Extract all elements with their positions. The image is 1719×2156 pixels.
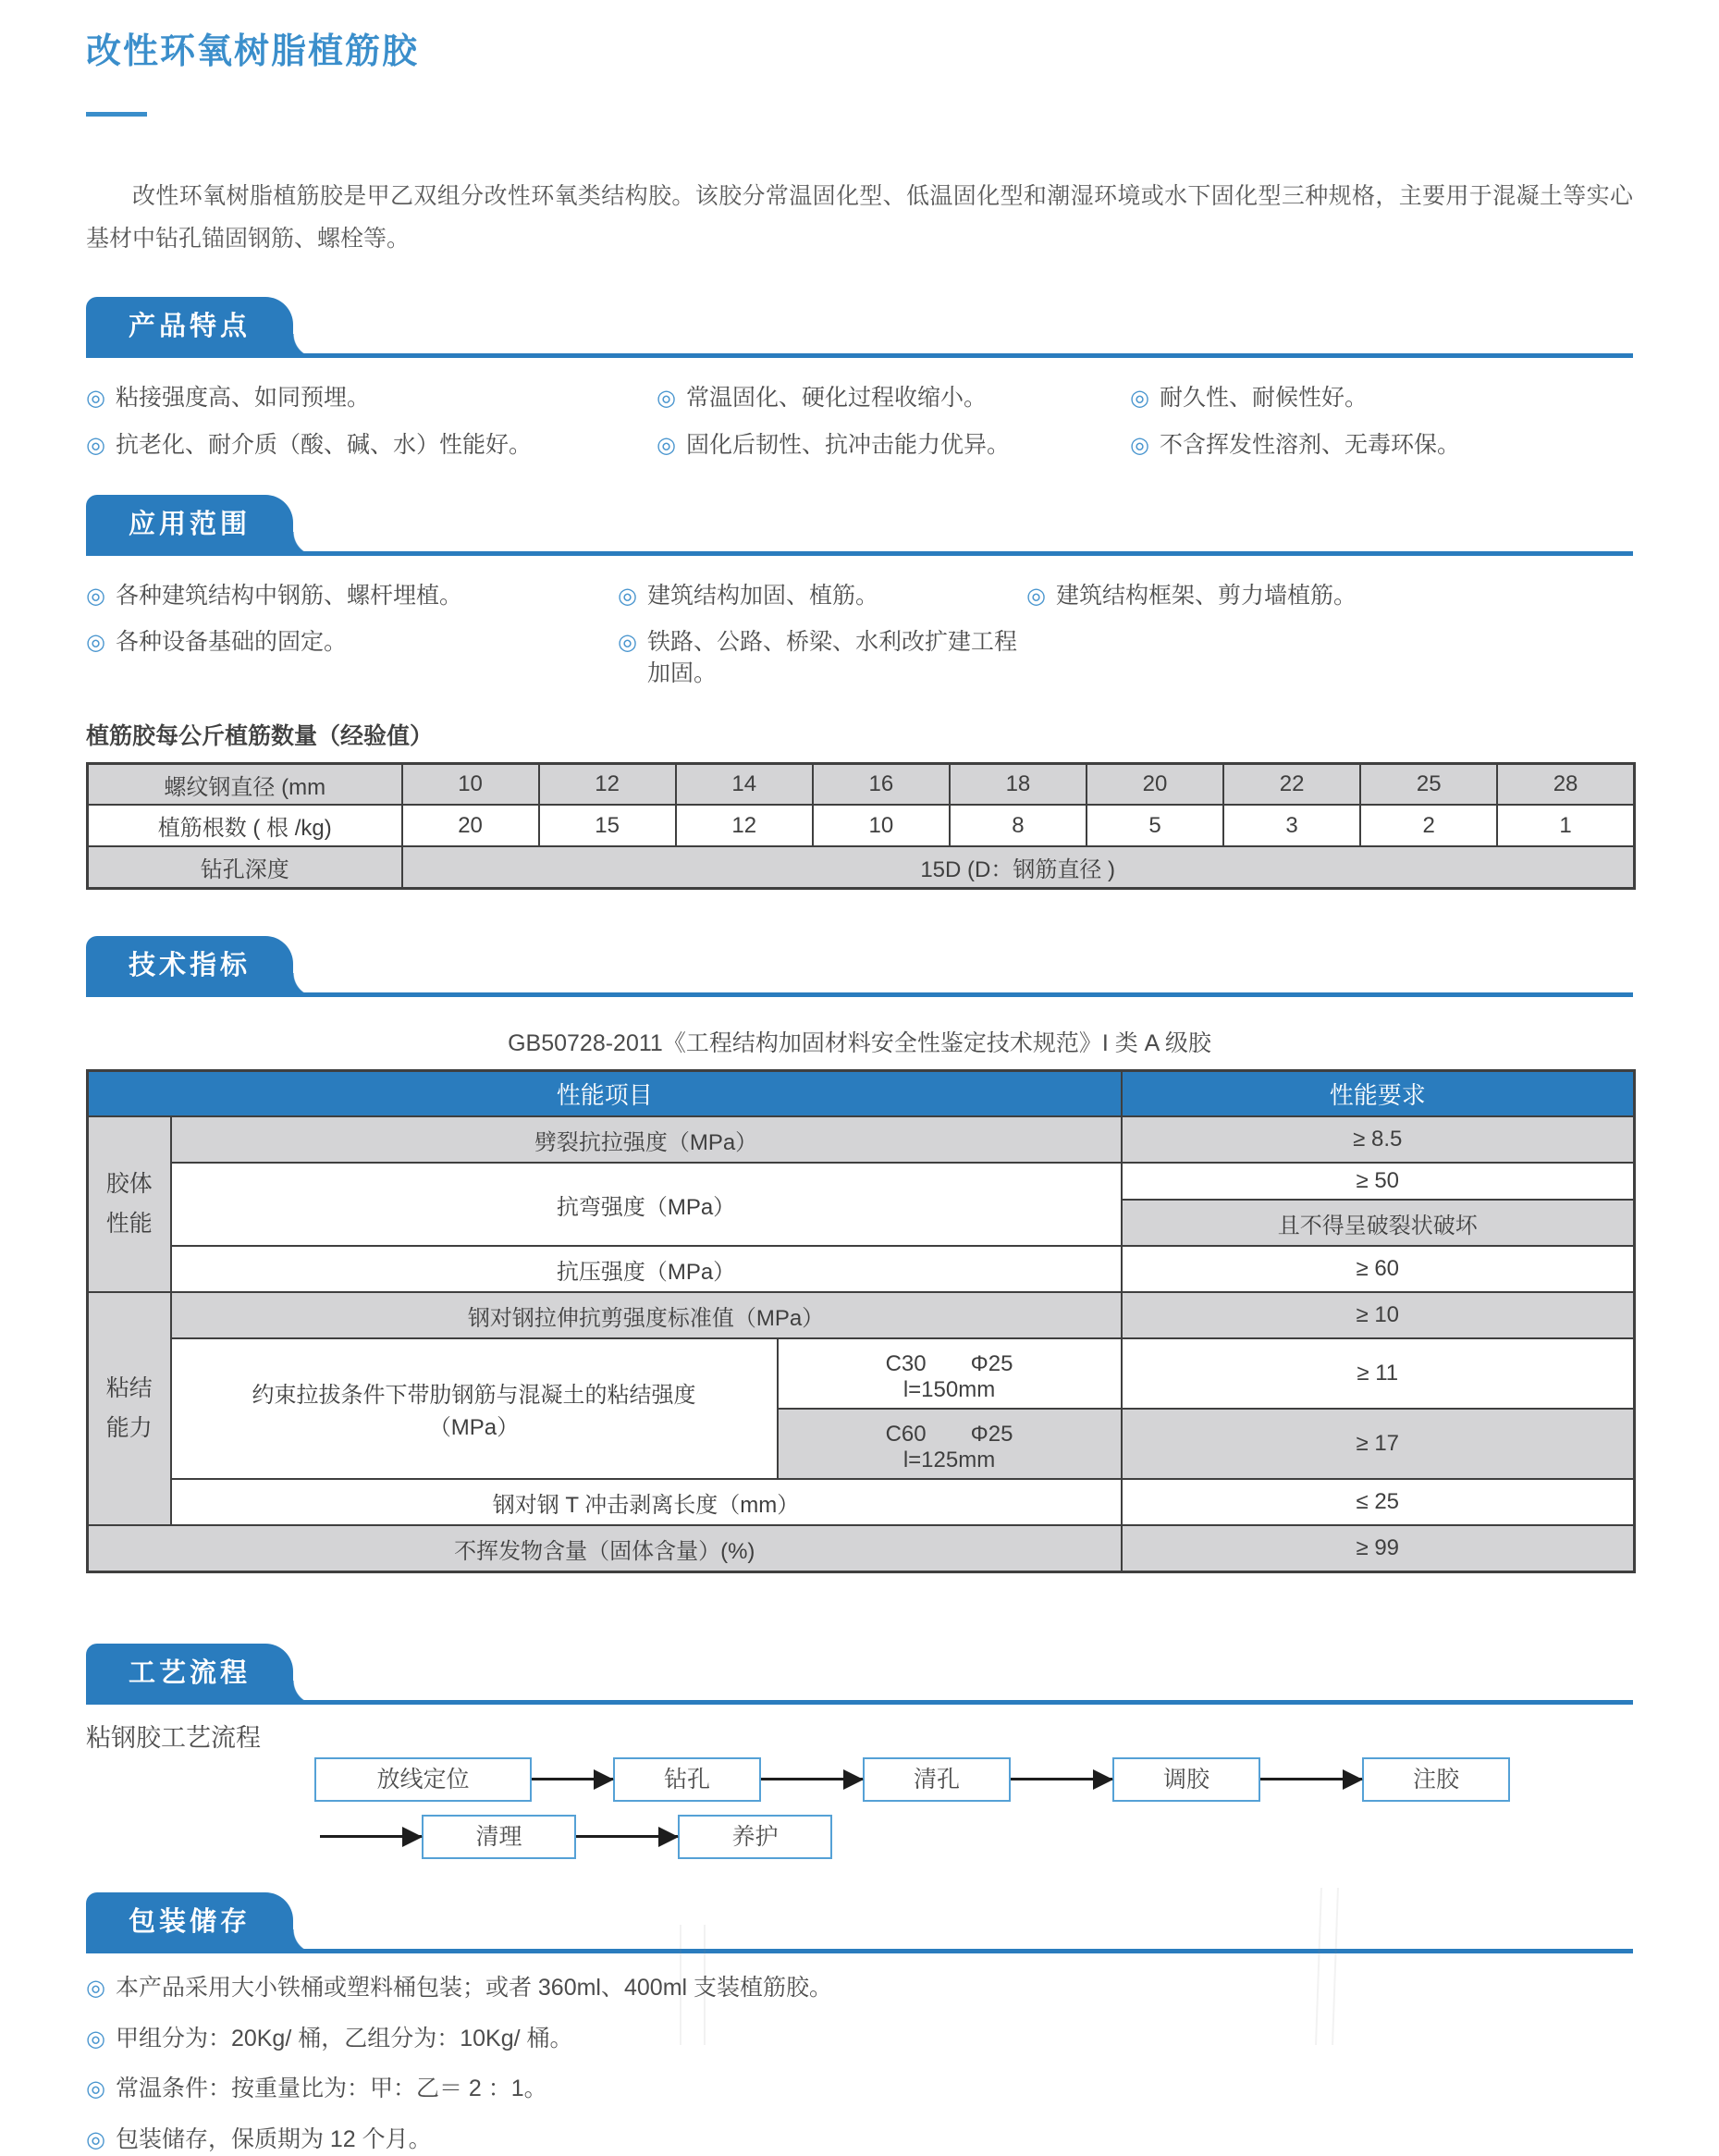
- double-circle-bullet-icon: ◎: [657, 386, 676, 411]
- flow-step-box: 注胶: [1362, 1757, 1510, 1802]
- table-cell: 12: [539, 763, 676, 805]
- double-circle-bullet-icon: ◎: [1026, 583, 1046, 609]
- right-arrow-icon: [532, 1778, 613, 1780]
- bond-sub-b-line2: l=125mm: [902, 1447, 996, 1472]
- applications-list: [86, 565, 1633, 690]
- table-cell: ≤ 25: [1122, 1479, 1635, 1525]
- row-header-cell: 螺纹钢直径 (mm: [88, 763, 402, 805]
- list-item: [657, 430, 1130, 462]
- bond-item-line2: （MPa）: [428, 1415, 520, 1441]
- double-circle-bullet-icon: ◎: [657, 432, 676, 458]
- table-cell: 20: [1087, 763, 1223, 805]
- list-item-label: 建筑结构加固、植筋。: [646, 582, 878, 609]
- table-cell: 10: [402, 763, 539, 805]
- flow-step-box: 调胶: [1112, 1757, 1260, 1802]
- list-item: [86, 2125, 1633, 2156]
- flow-row-1: [314, 1757, 1633, 1802]
- section-tab-process: 工艺流程: [86, 1644, 293, 1705]
- table-cell: 5: [1087, 805, 1223, 846]
- features-column-2: [657, 367, 1130, 462]
- section-header-process: [86, 1644, 1633, 1705]
- table-cell: 25: [1360, 763, 1497, 805]
- double-circle-bullet-icon: ◎: [86, 2127, 105, 2152]
- right-arrow-icon: [576, 1835, 678, 1838]
- page-title: 改性环氧树脂植筋胶: [86, 32, 420, 71]
- double-circle-bullet-icon: ◎: [86, 630, 105, 656]
- tech-spec-table: [86, 1069, 1636, 1573]
- table-cell: 15: [539, 805, 676, 846]
- table-cell: ≥ 99: [1122, 1525, 1635, 1571]
- row-group-label: 胶体性能: [88, 1116, 171, 1292]
- row-header-cell: 钻孔深度: [88, 846, 402, 888]
- table-row-diameter: [88, 763, 1635, 805]
- list-item: [618, 627, 1026, 690]
- table-row: [88, 1292, 1635, 1338]
- list-item-label: 粘接强度高、如同预埋。: [115, 385, 370, 411]
- table-cell: 22: [1223, 763, 1360, 805]
- list-item: [657, 383, 1130, 414]
- list-item-label: 甲组分为：20Kg/ 桶，乙组分为：10Kg/ 桶。: [115, 2025, 573, 2051]
- table-row: [88, 1525, 1635, 1571]
- table-cell: 2: [1360, 805, 1497, 846]
- table-cell: [778, 1338, 1122, 1409]
- table-cell: [778, 1409, 1122, 1479]
- column-header-requirement: 性能要求: [1122, 1070, 1635, 1116]
- table-row: [88, 1479, 1635, 1525]
- table-cell: ≥ 50: [1122, 1163, 1635, 1200]
- list-item: [86, 627, 618, 659]
- features-column-3: [1130, 367, 1633, 462]
- flow-step-box: 清孔: [863, 1757, 1011, 1802]
- list-item-label: 常温条件：按重量比为：甲：乙＝ 2 ：1。: [115, 2076, 547, 2102]
- list-item-label: 不含挥发性溶剂、无毒环保。: [1159, 431, 1460, 458]
- list-item-label: 常温固化、硬化过程收缩小。: [685, 385, 987, 411]
- double-circle-bullet-icon: ◎: [1130, 386, 1149, 411]
- table-cell: 16: [813, 763, 950, 805]
- flow-step-box: 放线定位: [314, 1757, 532, 1802]
- list-item-label: 铁路、公路、桥梁、水利改扩建工程加固。: [646, 629, 1017, 686]
- title-underline-dash: [86, 112, 147, 117]
- standard-reference: GB50728-2011《工程结构加固材料安全性鉴定技术规范》I 类 A 级胶: [508, 1029, 1211, 1056]
- list-item-label: 各种设备基础的固定。: [115, 629, 347, 656]
- section-tab-features: 产品特点: [86, 297, 293, 358]
- section-underline: [86, 1700, 1633, 1705]
- list-item-label: 建筑结构框架、剪力墙植筋。: [1055, 582, 1357, 609]
- flow-diagram-label: 粘钢胶工艺流程: [86, 1723, 261, 1752]
- list-item-label: 本产品采用大小铁桶或塑料桶包装；或者 360ml、400ml 支装植筋胶。: [115, 1974, 833, 2001]
- table-cell: 3: [1223, 805, 1360, 846]
- double-circle-bullet-icon: ◎: [86, 583, 105, 609]
- section-tab-packaging: 包装储存: [86, 1892, 293, 1953]
- table-cell: 抗弯强度（MPa）: [171, 1163, 1122, 1246]
- section-tab-tech: 技术指标: [86, 936, 293, 997]
- list-item-label: 抗老化、耐介质（酸、碱、水）性能好。: [115, 431, 532, 458]
- double-circle-bullet-icon: ◎: [86, 2026, 105, 2051]
- intro-paragraph: 改性环氧树脂植筋胶是甲乙双组分改性环氧类结构胶。该胶分常温固化型、低温固化型和潮湿环境或水下固化型三种规格，主要用于混凝土等实心基材中钻孔锚固钢筋、螺栓等。: [86, 183, 1633, 252]
- bond-sub-a-line1: C30 Φ25: [885, 1350, 1013, 1376]
- section-underline: [86, 551, 1633, 556]
- table-cell: 且不得呈破裂状破坏: [1122, 1200, 1635, 1246]
- table-cell: ≥ 11: [1122, 1338, 1635, 1409]
- flow-step-box: 钻孔: [613, 1757, 761, 1802]
- list-item: [1130, 430, 1633, 462]
- table-header-row: [88, 1070, 1635, 1116]
- list-item: [86, 383, 657, 414]
- right-arrow-icon: [320, 1835, 422, 1838]
- list-item-label: 耐久性、耐候性好。: [1159, 385, 1368, 411]
- double-circle-bullet-icon: ◎: [86, 386, 105, 411]
- rebar-table-caption: 植筋胶每公斤植筋数量（经验值）: [86, 722, 434, 749]
- section-underline: [86, 992, 1633, 997]
- section-header-features: [86, 297, 1633, 358]
- list-item: [1130, 383, 1633, 414]
- bond-item-line1: 约束拉拔条件下带肋钢筋与混凝土的粘结强度: [252, 1383, 696, 1409]
- table-cell: 15D (D：钢筋直径 ): [402, 846, 1635, 888]
- section-header-packaging: [86, 1892, 1633, 1953]
- list-item: [86, 2024, 1633, 2055]
- table-cell: ≥ 60: [1122, 1246, 1635, 1292]
- table-row-depth: [88, 846, 1635, 888]
- bond-sub-b-line1: C60 Φ25: [885, 1421, 1013, 1447]
- table-cell: 14: [676, 763, 813, 805]
- table-cell: 28: [1497, 763, 1634, 805]
- table-row: [88, 1163, 1635, 1200]
- list-item: [86, 1973, 1633, 2004]
- table-row: [88, 1338, 1635, 1409]
- packaging-list: [86, 1973, 1633, 2156]
- bond-sub-a-line2: l=150mm: [902, 1376, 996, 1402]
- double-circle-bullet-icon: ◎: [618, 583, 637, 609]
- table-cell: [171, 1338, 778, 1479]
- table-row: [88, 1116, 1635, 1163]
- table-cell: 20: [402, 805, 539, 846]
- section-tab-applications: 应用范围: [86, 495, 293, 556]
- table-cell: 10: [813, 805, 950, 846]
- applications-column-1: [86, 565, 618, 690]
- table-cell: ≥ 8.5: [1122, 1116, 1635, 1163]
- table-row: [88, 1246, 1635, 1292]
- right-arrow-icon: [1260, 1778, 1362, 1780]
- list-item-label: 各种建筑结构中钢筋、螺杆埋植。: [115, 582, 462, 609]
- table-cell: 钢对钢拉伸抗剪强度标准值（MPa）: [171, 1292, 1122, 1338]
- table-cell: 抗压强度（MPa）: [171, 1246, 1122, 1292]
- row-group-label: 粘结能力: [88, 1292, 171, 1525]
- double-circle-bullet-icon: ◎: [618, 630, 637, 656]
- double-circle-bullet-icon: ◎: [86, 432, 105, 458]
- flow-step-box: 养护: [678, 1815, 832, 1859]
- double-circle-bullet-icon: ◎: [86, 1975, 105, 2001]
- column-header-item: 性能项目: [88, 1070, 1122, 1116]
- table-cell: 12: [676, 805, 813, 846]
- flow-step-box: 清理: [422, 1815, 576, 1859]
- right-arrow-icon: [761, 1778, 863, 1780]
- section-underline: [86, 353, 1633, 358]
- list-item-label: 固化后韧性、抗冲击能力优异。: [685, 431, 1010, 458]
- section-header-tech: [86, 936, 1633, 997]
- table-cell: 18: [950, 763, 1087, 805]
- applications-column-2: [618, 565, 1026, 690]
- list-item: [86, 2074, 1633, 2105]
- flow-row-2: [320, 1815, 1633, 1859]
- table-cell: 不挥发物含量（固体含量）(%): [88, 1525, 1122, 1571]
- rebar-quantity-table: [86, 762, 1636, 890]
- table-cell: 劈裂抗拉强度（MPa）: [171, 1116, 1122, 1163]
- right-arrow-icon: [1011, 1778, 1112, 1780]
- list-item: [86, 581, 618, 612]
- table-cell: ≥ 10: [1122, 1292, 1635, 1338]
- table-cell: 钢对钢 T 冲击剥离长度（mm）: [171, 1479, 1122, 1525]
- list-item-label: 包装储存，保质期为 12 个月。: [115, 2126, 432, 2152]
- table-cell: 8: [950, 805, 1087, 846]
- table-cell: ≥ 17: [1122, 1409, 1635, 1479]
- list-item: [86, 430, 657, 462]
- features-column-1: [86, 367, 657, 462]
- list-item: [618, 581, 1026, 612]
- section-header-applications: [86, 495, 1633, 556]
- row-header-cell: 植筋根数 ( 根 /kg): [88, 805, 402, 846]
- features-list: [86, 367, 1633, 462]
- applications-column-3: [1026, 565, 1633, 690]
- section-underline: [86, 1949, 1633, 1953]
- double-circle-bullet-icon: ◎: [1130, 432, 1149, 458]
- double-circle-bullet-icon: ◎: [86, 2076, 105, 2102]
- table-row-count: [88, 805, 1635, 846]
- list-item: [1026, 581, 1633, 612]
- table-cell: 1: [1497, 805, 1634, 846]
